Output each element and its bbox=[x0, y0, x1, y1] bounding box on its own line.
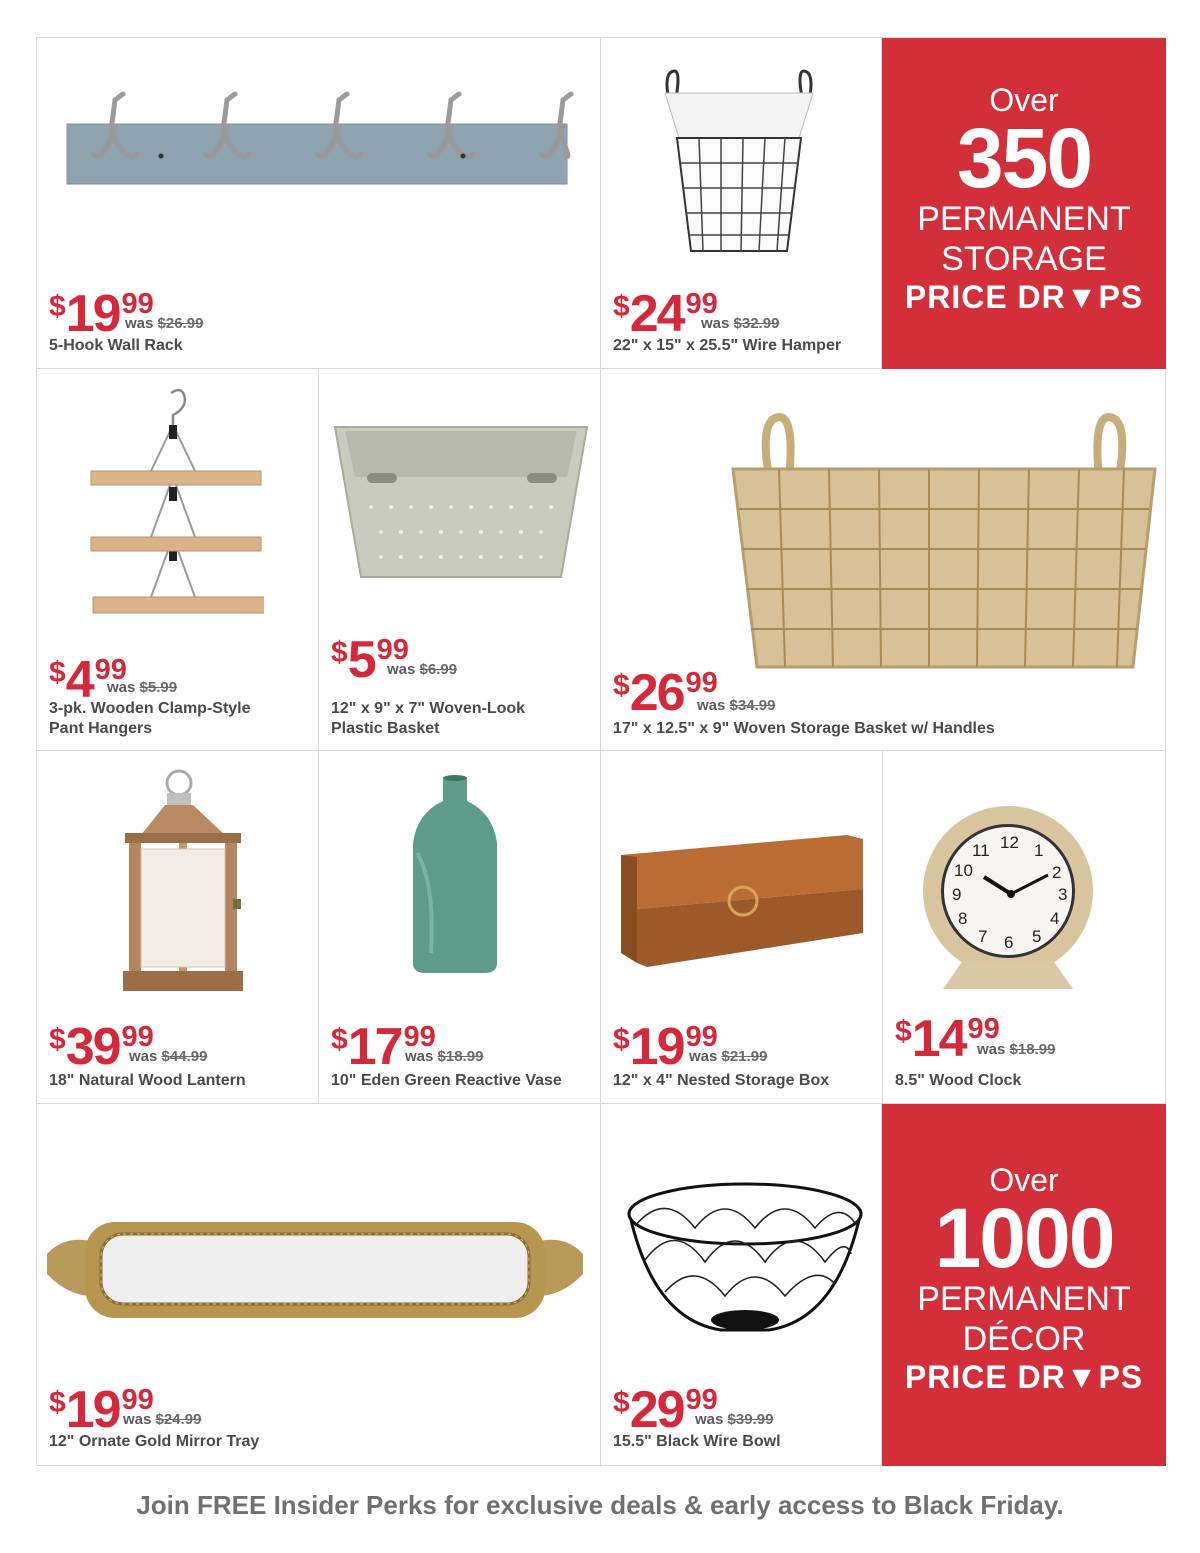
name-wood-clock: 8.5" Wood Clock bbox=[895, 1072, 1022, 1089]
name-mirror-tray: 12" Ornate Gold Mirror Tray bbox=[49, 1433, 260, 1450]
product-card-wire-bowl[interactable] bbox=[601, 1104, 882, 1466]
was-price-mirror-tray: was $24.99 bbox=[123, 1411, 202, 1428]
plastic-basket-image bbox=[331, 417, 591, 582]
price-wood-clock: $ 14 99 bbox=[895, 1010, 1000, 1068]
name-wire-bowl: 15.5" Black Wire Bowl bbox=[613, 1433, 781, 1450]
was-price-wood-clock: was $18.99 bbox=[977, 1041, 1056, 1058]
name-lantern: 18" Natural Wood Lantern bbox=[49, 1072, 246, 1089]
product-card-pant-hangers[interactable] bbox=[37, 369, 319, 751]
wire-hamper-image bbox=[659, 63, 819, 258]
was-price-wire-bowl: was $39.99 bbox=[695, 1411, 774, 1428]
clock-number: 10 bbox=[954, 861, 973, 880]
price-plastic-basket: $ 5 99 bbox=[331, 631, 409, 689]
name-wire-hamper: 22" x 15" x 25.5" Wire Hamper bbox=[613, 337, 842, 354]
was-price-vase: was $18.99 bbox=[405, 1048, 484, 1065]
vase-image bbox=[405, 773, 505, 978]
lantern-image bbox=[121, 769, 245, 999]
was-price-lantern: was $44.99 bbox=[129, 1048, 208, 1065]
was-price-plastic-basket: was $6.99 bbox=[387, 661, 458, 678]
price-wire-bowl: $ 29 99 bbox=[613, 1381, 718, 1439]
product-card-mirror-tray[interactable] bbox=[37, 1104, 601, 1466]
clock-number: 12 bbox=[1000, 833, 1019, 852]
was-price-wire-hamper: was $32.99 bbox=[701, 315, 780, 332]
insider-perks-footer[interactable]: Join FREE Insider Perks for exclusive deals & early access to Black Friday. bbox=[136, 1490, 1064, 1520]
promo-storage-price-drops: Over 350 PERMANENT STORAGE PRICE DR▼PS bbox=[882, 38, 1166, 369]
promo-decor-price-drops: Over 1000 PERMANENT DÉCOR PRICE DR▼PS bbox=[882, 1104, 1166, 1466]
clock-hands bbox=[944, 827, 1078, 961]
price-lantern: $ 39 99 bbox=[49, 1018, 154, 1076]
price-storage-box: $ 19 99 bbox=[613, 1018, 718, 1076]
product-card-storage-box[interactable] bbox=[601, 751, 883, 1104]
price-wire-hamper: $ 24 99 bbox=[613, 285, 718, 343]
price-hook-rack: $ 19 99 bbox=[49, 285, 154, 343]
wood-clock-image bbox=[923, 806, 1093, 976]
price-mirror-tray: $ 19 99 bbox=[49, 1381, 154, 1439]
clock-number: 2 bbox=[1052, 863, 1062, 882]
name-hook-rack: 5-Hook Wall Rack bbox=[49, 337, 183, 354]
clock-stand bbox=[943, 961, 1073, 989]
was-price-woven-basket: was $34.99 bbox=[697, 697, 776, 714]
product-card-vase[interactable] bbox=[319, 751, 601, 1104]
name-pant-hangers: 3-pk. Wooden Clamp-Style Pant Hangers bbox=[49, 700, 251, 737]
clock-number: 8 bbox=[958, 909, 968, 928]
product-grid bbox=[36, 37, 1165, 1465]
product-card-plastic-basket[interactable] bbox=[319, 369, 601, 751]
woven-basket-image bbox=[729, 409, 1159, 674]
clock-number: 4 bbox=[1050, 909, 1060, 928]
name-vase: 10" Eden Green Reactive Vase bbox=[331, 1072, 562, 1089]
clock-number: 1 bbox=[1034, 841, 1044, 860]
wire-bowl-image bbox=[625, 1180, 865, 1340]
name-storage-box: 12" x 4" Nested Storage Box bbox=[613, 1072, 830, 1089]
product-card-hook-rack[interactable] bbox=[37, 38, 601, 369]
name-woven-basket: 17" x 12.5" x 9" Woven Storage Basket w/ Handles bbox=[613, 720, 995, 737]
was-price-pant-hangers: was $5.99 bbox=[107, 679, 178, 696]
was-price-hook-rack: was $26.99 bbox=[125, 315, 204, 332]
pant-hangers-image bbox=[89, 387, 264, 622]
storage-box-image bbox=[617, 829, 867, 969]
price-pant-hangers: $ 4 99 bbox=[49, 651, 127, 709]
was-price-storage-box: was $21.99 bbox=[689, 1048, 768, 1065]
clock-number: 11 bbox=[972, 841, 990, 860]
clock-number: 5 bbox=[1032, 927, 1042, 946]
mirror-tray-image bbox=[45, 1214, 585, 1324]
clock-number: 3 bbox=[1058, 885, 1068, 904]
clock-number: 6 bbox=[1004, 933, 1014, 952]
price-vase: $ 17 99 bbox=[331, 1018, 436, 1076]
product-card-lantern[interactable] bbox=[37, 751, 319, 1104]
clock-number: 9 bbox=[952, 885, 962, 904]
price-woven-basket: $ 26 99 bbox=[613, 664, 718, 722]
product-card-wood-clock[interactable] bbox=[883, 751, 1166, 1104]
product-card-wire-hamper[interactable] bbox=[601, 38, 882, 369]
clock-number: 7 bbox=[978, 927, 988, 946]
product-card-woven-basket[interactable] bbox=[601, 369, 1166, 751]
hook-rack-image bbox=[65, 86, 575, 196]
name-plastic-basket: 12" x 9" x 7" Woven-Look Plastic Basket bbox=[331, 700, 526, 737]
clock-face bbox=[941, 824, 1075, 958]
